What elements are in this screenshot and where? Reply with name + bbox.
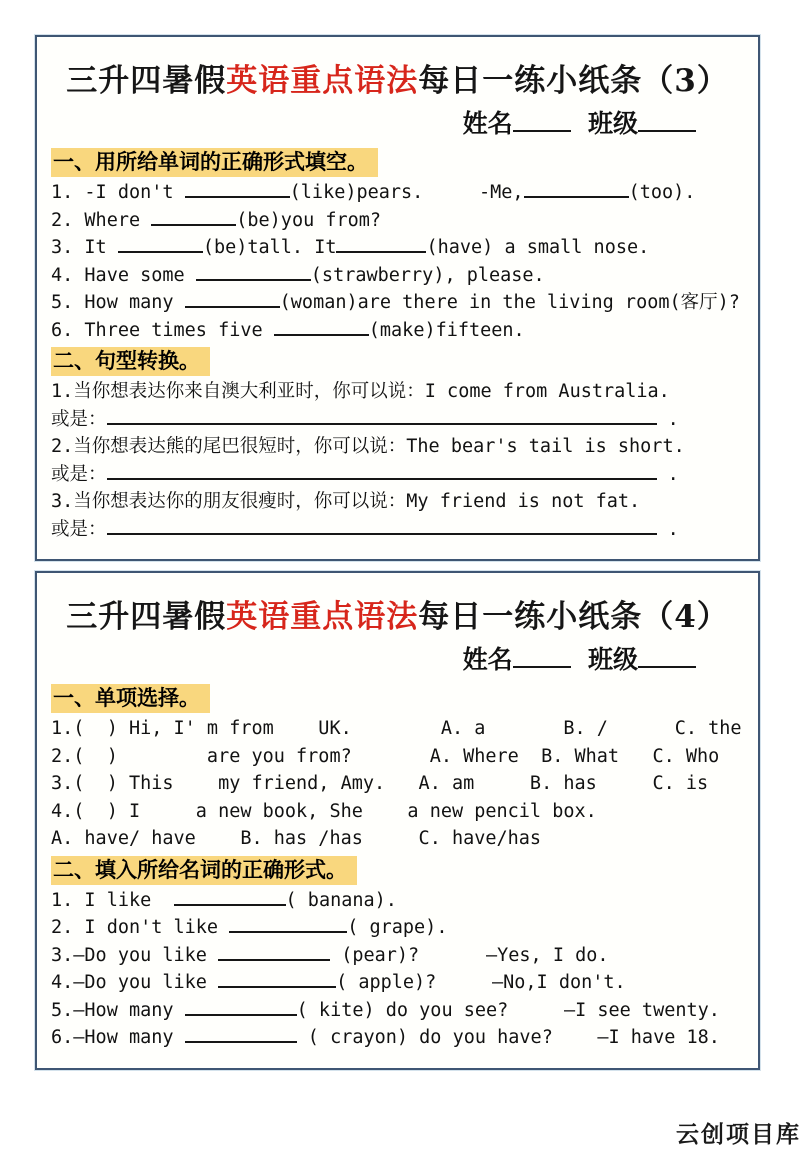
text-segment: 3. It	[51, 237, 118, 258]
answer-blank	[174, 890, 286, 906]
text-segment: 1.当你想表达你来自澳大利亚时，你可以说：I come from Australia.	[51, 381, 670, 402]
answer-blank	[218, 972, 336, 988]
text-segment: 3.当你想表达你的朋友很瘦时，你可以说：My friend is not fat.	[51, 491, 641, 512]
text-segment: .	[656, 518, 679, 540]
worksheet-cards	[0, 35, 793, 1070]
text-segment: 1. I like	[51, 889, 174, 911]
worksheet-line	[51, 378, 744, 406]
worksheet-card	[35, 571, 760, 1070]
text-segment: (pear)? —Yes, I do.	[330, 944, 609, 966]
text-segment: 2. Where	[51, 209, 152, 231]
worksheet-line	[51, 179, 744, 207]
text-segment: ( banana).	[285, 889, 397, 911]
answer-blank	[524, 182, 629, 198]
text-segment: (be)you from?	[236, 209, 382, 231]
answer-blank	[196, 265, 311, 281]
answer-blank	[107, 519, 657, 535]
text-segment: ( apple)? —No,I don't.	[336, 972, 626, 993]
worksheet-card	[35, 35, 760, 561]
student-info-line	[51, 104, 744, 140]
card-title	[51, 55, 744, 100]
worksheet-line	[51, 289, 744, 317]
text-segment: 1. -I don't	[51, 182, 185, 203]
text-segment: 姓名	[462, 109, 513, 138]
answer-blank	[218, 945, 330, 961]
answer-blank	[107, 409, 657, 425]
worksheet-line	[51, 798, 744, 826]
worksheet-line	[51, 1024, 744, 1052]
text-segment: ( kite) do you see? —I see twenty.	[296, 999, 720, 1021]
text-segment: 班级	[570, 645, 638, 674]
worksheet-line	[51, 887, 744, 915]
section-heading-row	[51, 347, 744, 376]
answer-blank	[185, 1000, 297, 1016]
section-heading-row	[51, 856, 744, 885]
text-segment: (make)fifteen.	[368, 319, 525, 341]
text-segment: 或是：	[51, 408, 107, 430]
worksheet-line	[51, 825, 744, 853]
student-info-line	[51, 640, 744, 676]
text-segment: 3.—Do you like	[51, 944, 219, 966]
red-highlight-text: 英语重点语法	[226, 63, 419, 99]
text-segment: 三升四暑假	[66, 63, 227, 99]
worksheet-line	[51, 207, 744, 235]
section-heading: 一、用所给单词的正确形式填空。	[51, 148, 378, 177]
text-segment: 4. Have some	[51, 264, 196, 286]
text-segment: 3.( ) This my friend, Amy. A. am B. has C. is	[51, 773, 709, 794]
answer-blank	[185, 182, 290, 198]
worksheet-line	[51, 997, 744, 1025]
worksheet-line	[51, 262, 744, 290]
worksheet-line	[51, 516, 744, 544]
answer-blank	[513, 111, 571, 132]
worksheet-line	[51, 433, 744, 461]
answer-blank	[185, 1027, 297, 1043]
answer-blank	[229, 917, 347, 933]
worksheet-line	[51, 461, 744, 489]
red-highlight-text: 英语重点语法	[226, 599, 419, 635]
text-segment: ( crayon) do you have? —I have 18.	[296, 1027, 720, 1048]
answer-blank	[513, 647, 571, 668]
text-segment: 或是：	[51, 463, 107, 485]
worksheet-page	[0, 35, 801, 1157]
text-segment: .	[656, 463, 679, 485]
text-segment: (like)pears. -Me,	[289, 182, 524, 203]
text-segment: (strawberry), please.	[310, 264, 545, 286]
watermark: 云创项目库	[676, 1122, 801, 1148]
text-segment: 每日一练小纸条（3）	[418, 63, 729, 99]
text-segment: 5.—How many	[51, 999, 185, 1021]
text-segment: 6.—How many	[51, 1027, 185, 1048]
text-segment: ( grape).	[347, 917, 448, 938]
text-segment: A. have/ have B. has /has C. have/has	[51, 828, 542, 849]
section-heading-row	[51, 148, 744, 177]
text-segment: 4.( ) I a new book, She a new pencil box.	[51, 800, 597, 822]
text-segment: (woman)are there in the living room(客厅)?	[279, 292, 740, 313]
answer-blank	[107, 464, 657, 480]
worksheet-line	[51, 406, 744, 434]
section-heading-row	[51, 684, 744, 713]
answer-blank	[336, 237, 426, 253]
text-segment: (be)tall. It	[202, 237, 337, 258]
worksheet-line	[51, 488, 744, 516]
text-segment: .	[656, 408, 679, 430]
answer-blank	[118, 237, 203, 253]
section-heading: 二、填入所给名词的正确形式。	[51, 856, 357, 885]
text-segment: 4.—Do you like	[51, 972, 219, 993]
answer-blank	[638, 111, 696, 132]
text-segment: (too).	[628, 182, 696, 203]
worksheet-line	[51, 234, 744, 262]
text-segment: 班级	[570, 109, 638, 138]
section-heading: 一、单项选择。	[51, 684, 210, 713]
worksheet-line	[51, 743, 744, 771]
text-segment: 姓名	[462, 645, 513, 674]
worksheet-line	[51, 914, 744, 942]
answer-blank	[185, 292, 280, 308]
answer-blank	[274, 320, 369, 336]
worksheet-line	[51, 770, 744, 798]
card-title	[51, 591, 744, 636]
worksheet-line	[51, 317, 744, 345]
section-heading: 二、句型转换。	[51, 347, 210, 376]
text-segment: 2. I don't like	[51, 917, 230, 938]
text-segment: (have) a small nose.	[426, 237, 650, 258]
answer-blank	[151, 210, 236, 226]
text-segment: 5. How many	[51, 292, 185, 313]
worksheet-line	[51, 715, 744, 743]
text-segment: 2.( ) are you from? A. Where B. What C. Who	[51, 745, 720, 767]
text-segment: 每日一练小纸条（4）	[418, 599, 729, 635]
text-segment: 6. Three times five	[51, 319, 274, 341]
text-segment: 三升四暑假	[66, 599, 227, 635]
worksheet-line	[51, 942, 744, 970]
answer-blank	[638, 647, 696, 668]
text-segment: 2.当你想表达熊的尾巴很短时，你可以说：The bear's tail is short.	[51, 436, 685, 457]
worksheet-line	[51, 969, 744, 997]
text-segment: 1.( ) Hi, I' m from UK. A. a B. / C. the	[51, 718, 742, 739]
text-segment: 或是：	[51, 518, 107, 540]
